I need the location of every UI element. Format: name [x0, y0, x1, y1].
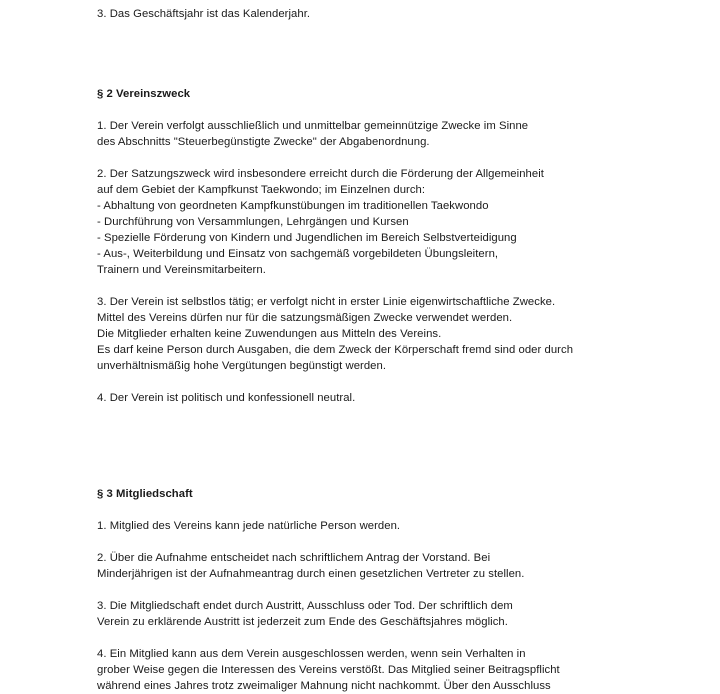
text-line: auf dem Gebiet der Kampfkunst Taekwondo; im Einzelnen durch: — [97, 184, 426, 196]
text-line: 4. Der Verein ist politisch und konfessionell neutral. — [97, 392, 356, 404]
text-line: - Durchführung von Versammlungen, Lehrgängen und Kursen — [97, 216, 409, 228]
section-heading: § 2 Vereinszweck — [97, 88, 191, 100]
text-line: des Abschnitts "Steuerbegünstigte Zwecke" der Abgabenordnung. — [97, 136, 430, 148]
text-line: Mittel des Vereins dürfen nur für die satzungsmäßigen Zwecke verwendet werden. — [97, 312, 513, 324]
text-line: Verein zu erklärende Austritt ist jederzeit zum Ende des Geschäftsjahres möglich. — [97, 616, 508, 628]
text-line: 1. Der Verein verfolgt ausschließlich und unmittelbar gemeinnützige Zwecke im Sinne — [97, 120, 529, 132]
text-line: 3. Das Geschäftsjahr ist das Kalenderjahr. — [97, 8, 311, 20]
text-line: 1. Mitglied des Vereins kann jede natürliche Person werden. — [97, 520, 401, 532]
text-line: während eines Jahres trotz zweimaliger Mahnung nicht nachkommt. Über den Ausschluss — [97, 680, 551, 692]
text-line: - Spezielle Förderung von Kindern und Jugendlichen im Bereich Selbstverteidigung — [97, 232, 517, 244]
text-line: Es darf keine Person durch Ausgaben, die dem Zweck der Körperschaft fremd sind oder durch — [97, 344, 574, 356]
text-line: 2. Der Satzungszweck wird insbesondere erreicht durch die Förderung der Allgemeinheit — [97, 168, 544, 180]
text-line: 3. Die Mitgliedschaft endet durch Austritt, Ausschluss oder Tod. Der schriftlich dem — [97, 600, 513, 612]
text-line: Die Mitglieder erhalten keine Zuwendungen aus Mitteln des Vereins. — [97, 328, 442, 340]
text-line: 3. Der Verein ist selbstlos tätig; er verfolgt nicht in erster Linie eigenwirtschaftliche Zwecke. — [97, 296, 556, 308]
text-line: 2. Über die Aufnahme entscheidet nach schriftlichem Antrag der Vorstand. Bei — [97, 552, 491, 564]
text-line: grober Weise gegen die Interessen des Vereins verstößt. Das Mitglied seiner Beitragspflicht — [97, 664, 560, 676]
text-line: Minderjährigen ist der Aufnahmeantrag durch einen gesetzlichen Vertreter zu stellen. — [97, 568, 525, 580]
section-heading: § 3 Mitgliedschaft — [97, 488, 193, 500]
text-line: 4. Ein Mitglied kann aus dem Verein ausgeschlossen werden, wenn sein Verhalten in — [97, 648, 526, 660]
text-line: - Aus-, Weiterbildung und Einsatz von sachgemäß vorgebildeten Übungsleitern, — [97, 248, 499, 260]
text-line: Trainern und Vereinsmitarbeitern. — [97, 264, 266, 276]
text-line: - Abhaltung von geordneten Kampfkunstübungen im traditionellen Taekwondo — [97, 200, 489, 212]
text-line: unverhältnismäßig hohe Vergütungen begünstigt werden. — [97, 360, 387, 372]
